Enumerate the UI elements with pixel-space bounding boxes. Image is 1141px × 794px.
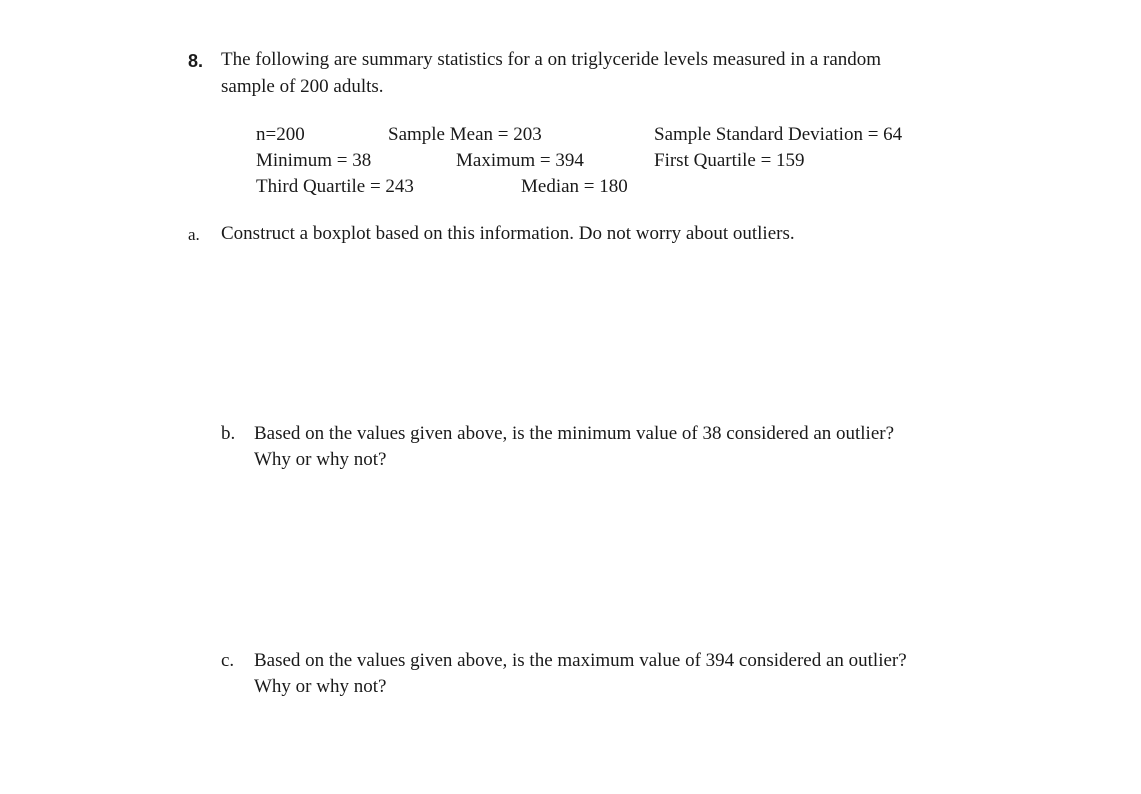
part-b-line2: Why or why not? [254, 449, 387, 470]
stat-third-quartile: Third Quartile = 243 [256, 176, 414, 197]
stat-n: n=200 [256, 124, 305, 145]
part-c-label: c. [221, 650, 235, 671]
part-b-line1: Based on the values given above, is the minimum value of 38 considered an outlier? [254, 423, 895, 444]
part-c-line1: Based on the values given above, is the maximum value of 394 considered an outlier? [254, 650, 907, 671]
part-c-line2: Why or why not? [254, 676, 387, 697]
question-intro-line2: sample of 200 adults. [221, 76, 384, 97]
part-a-text: Construct a boxplot based on this information. Do not worry about outliers. [221, 223, 795, 244]
question-number: 8. [188, 51, 204, 71]
question-intro-line1: The following are summary statistics for a on triglyceride levels measured in a random [221, 49, 882, 70]
stat-first-quartile: First Quartile = 159 [654, 150, 805, 171]
stat-sample-sd: Sample Standard Deviation = 64 [654, 124, 903, 145]
part-a-label: a. [188, 225, 200, 244]
stat-minimum: Minimum = 38 [256, 150, 372, 171]
stat-sample-mean: Sample Mean = 203 [388, 124, 542, 145]
stat-median: Median = 180 [521, 176, 628, 197]
part-b-label: b. [221, 423, 236, 444]
stat-maximum: Maximum = 394 [456, 150, 584, 171]
